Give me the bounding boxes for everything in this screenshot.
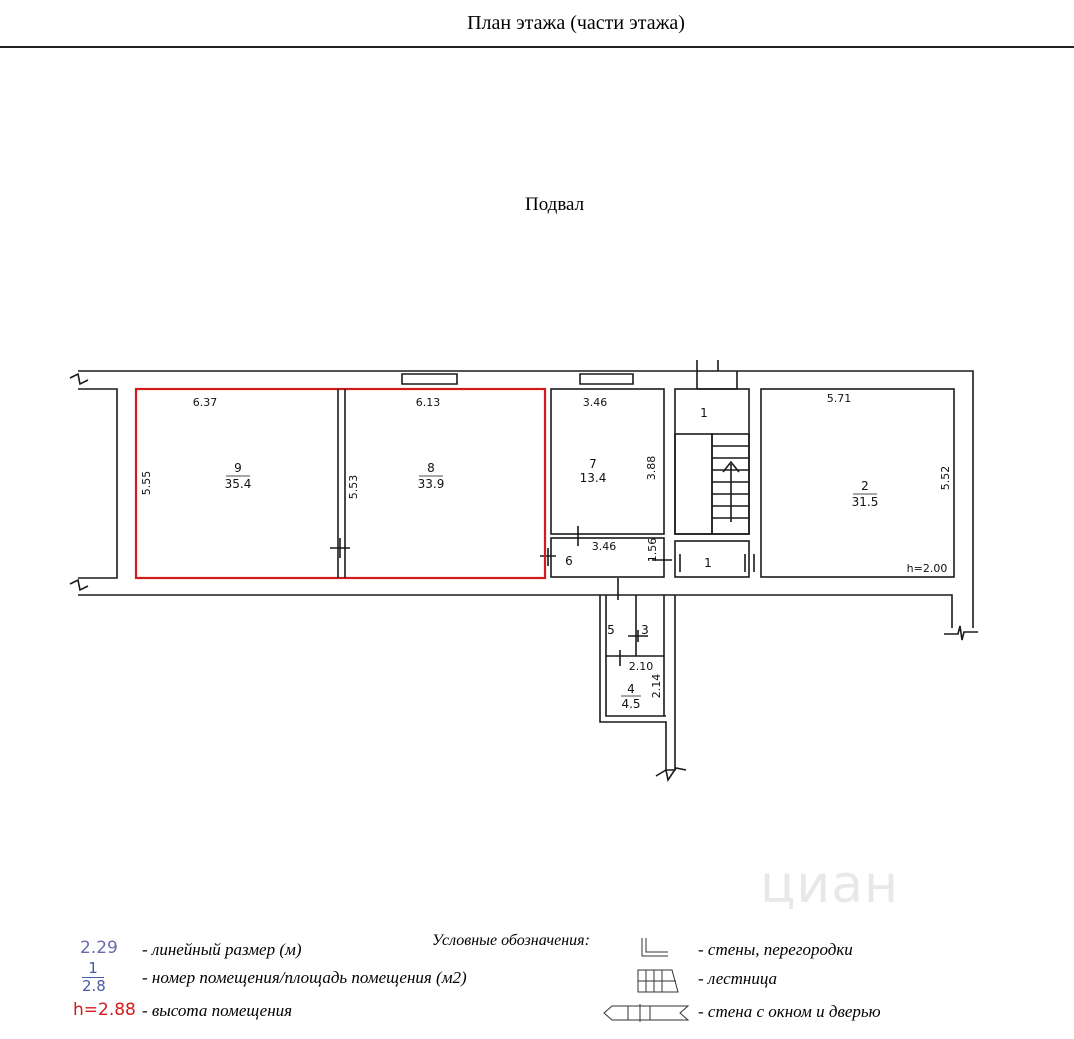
window [402, 374, 457, 384]
door [330, 538, 350, 558]
page-title: План этажа (части этажа) [467, 12, 685, 34]
room-6-width: 3.46 [591, 540, 617, 553]
room-2-area: 31.5 [851, 495, 879, 509]
room-3-number: 3 [641, 623, 649, 637]
room-7-number: 7 [589, 457, 597, 471]
room-2-height-dim: 5.52 [939, 465, 952, 491]
window [580, 374, 633, 384]
room-7-area: 13.4 [579, 471, 607, 485]
room-9-width: 6.37 [192, 396, 218, 409]
room-8-number: 8 [427, 461, 435, 475]
break-mark [70, 374, 88, 384]
room-4-height: 2.14 [650, 673, 663, 699]
room-8-area: 33.9 [417, 477, 445, 491]
legend-window-door-text: - стена с окном и дверью [698, 1002, 881, 1021]
room-4-area: 4.5 [621, 697, 641, 711]
room-2-height: h=2.00 [906, 562, 948, 575]
door [680, 554, 754, 572]
room-1-lower-number: 1 [704, 556, 712, 570]
door [618, 578, 648, 666]
break-mark [70, 580, 88, 590]
room-7-height: 3.88 [645, 455, 658, 481]
outer-wall-top [78, 371, 973, 628]
room-1-lower-outline [675, 541, 749, 577]
break-mark [944, 626, 978, 640]
legend-walls-text: - стены, перегородки [698, 940, 853, 959]
room-8-width: 6.13 [415, 396, 441, 409]
legend-sample-room [82, 960, 104, 995]
outer-wall-bottom [78, 595, 952, 628]
window [697, 360, 737, 389]
legend-height-text: - высота помещения [142, 1001, 293, 1020]
stair-arrow [723, 462, 739, 522]
legend-sample-height: h=2.88 [73, 1000, 136, 1020]
room-2-outline [761, 389, 954, 577]
stairs-symbol [638, 970, 678, 992]
room-4-width: 2.10 [628, 660, 654, 673]
room-6-height: 1.56 [646, 537, 659, 563]
watermark-logo: циан [760, 855, 900, 915]
room-5-number: 5 [607, 623, 615, 637]
legend-caption: Условные обозначения: [432, 932, 590, 949]
legend-sample-room-area: 2.8 [82, 977, 106, 995]
room-7-width: 3.46 [582, 396, 608, 409]
room-1-upper-number: 1 [700, 406, 708, 420]
room-9-area: 35.4 [224, 477, 252, 491]
legend-room-text: - номер помещения/площадь помещения (м2) [142, 968, 467, 987]
room-8-height: 5.53 [347, 474, 360, 500]
window-door-symbol [604, 1004, 688, 1022]
stair-landing [675, 434, 712, 534]
room-2-number: 2 [861, 479, 869, 493]
floor-label: Подвал [525, 194, 585, 215]
legend-sample-dimension: 2.29 [80, 938, 118, 958]
room-9-number: 9 [234, 461, 242, 475]
legend-stairs-text: - лестница [698, 969, 778, 988]
room-2-width: 5.71 [826, 392, 852, 405]
room-6-number: 6 [565, 554, 573, 568]
walls-symbol [642, 938, 668, 956]
legend-dimension-text: - линейный размер (м) [142, 940, 302, 959]
legend-sample-room-number: 1 [88, 959, 98, 977]
outer-wall-left [78, 389, 117, 578]
room-9-height: 5.55 [140, 470, 153, 496]
room-4-number: 4 [627, 682, 635, 696]
